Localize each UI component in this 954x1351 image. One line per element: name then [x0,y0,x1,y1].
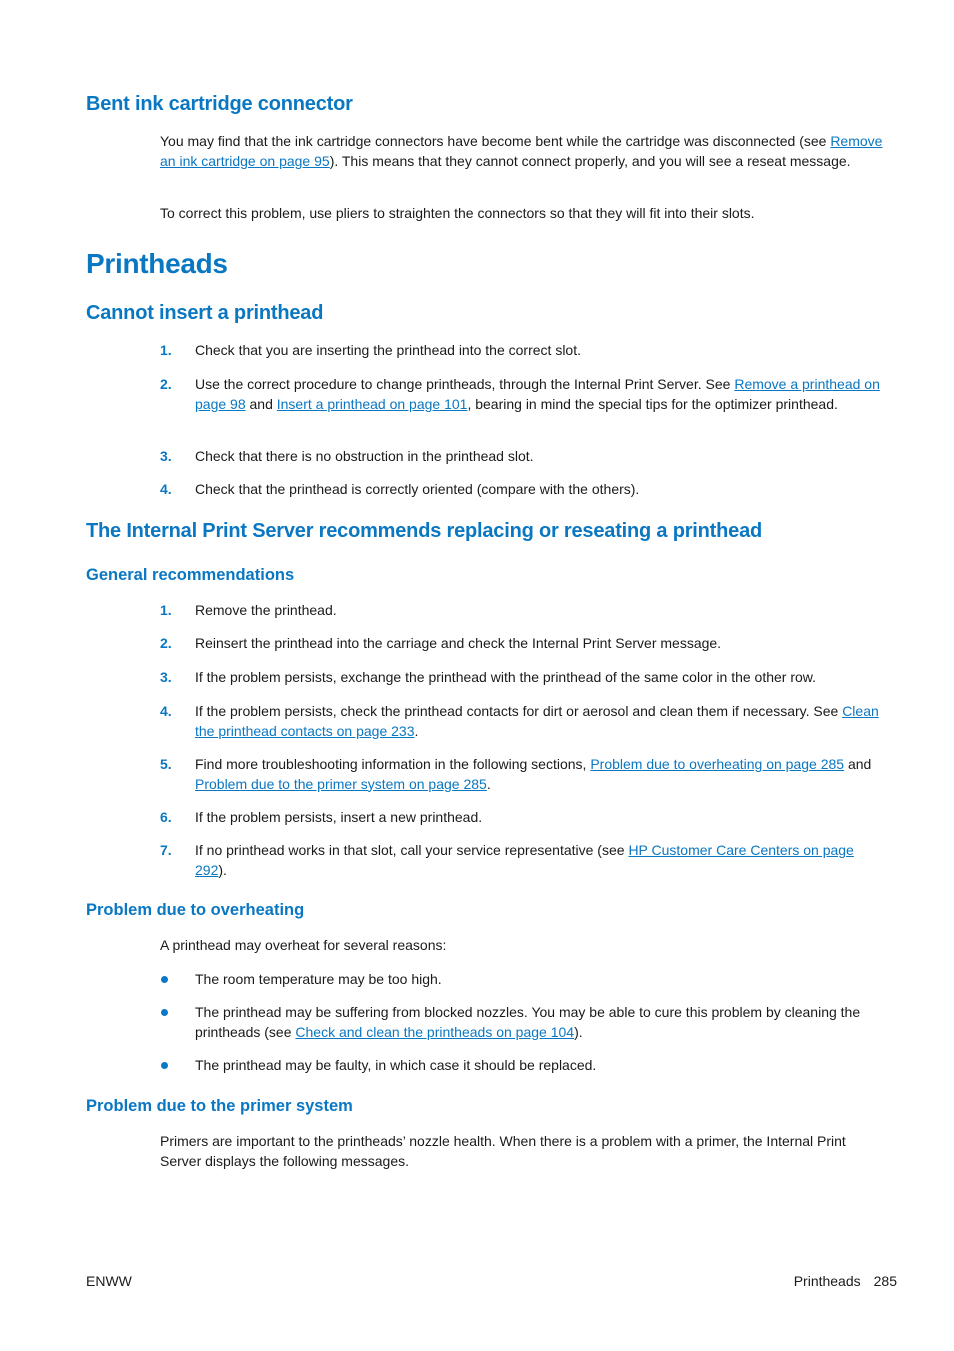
step-number: 2. [160,376,172,392]
section-heading-cannot-insert: Cannot insert a printhead [86,302,324,324]
page-number: 285 [873,1273,897,1289]
paragraph-overheating-intro: A printhead may overheat for several reasons: [160,937,447,953]
footer-section-name: Printheads [793,1273,861,1289]
paragraph-primer: Primers are important to the printheads’ nozzle health. When there is a problem with a primer, the Internal Print Server displays the following messages. [160,1133,846,1169]
link-check-clean-printheads[interactable]: Check and clean the printheads on page 104 [295,1023,575,1040]
step-text: Reinsert the printhead into the carriage and check the Internal Print Server message. [195,635,722,651]
text-run: The printhead may be suffering from blocked nozzles. You may be able to cure this problem by cleaning the printheads (see [195,1004,861,1040]
text-run: You may find that the ink cartridge connectors have become bent while the cartridge was disconnected (see [160,133,831,149]
step-text: Check that there is no obstruction in the printhead slot. [195,448,534,464]
text-run: ). [218,861,227,878]
text-run: ). [574,1023,583,1040]
text-run: If the problem persists, check the printhead contacts for dirt or aerosol and clean them if necessary. See [195,703,843,719]
paragraph-bent-intro [160,132,884,171]
step-number: 3. [160,669,172,685]
text-run: ). This means that they cannot connect properly, and you will see a reseat message. [329,152,851,169]
step-number: 6. [160,809,172,825]
footer-right [794,1273,897,1289]
text-run: If no printhead works in that slot, call your service representative (see [195,842,629,858]
step-number: 3. [160,448,172,464]
text-run: Find more troubleshooting information in the following sections, [195,756,591,772]
bullet-text [195,1003,885,1042]
step-text: Check that the printhead is correctly oriented (compare with the others). [195,481,640,497]
step-number: 2. [160,635,172,651]
bullet-text: The printhead may be faulty, in which case it should be replaced. [195,1057,597,1073]
text-run: , bearing in mind the special tips for the optimizer printhead. [467,395,838,412]
subsection-heading-general: General recommendations [86,566,295,584]
bullet-text: The room temperature may be too high. [195,971,442,987]
step-text [195,755,885,794]
subsection-heading-overheating: Problem due to overheating [86,901,305,919]
link-customer-care[interactable]: HP Customer Care Centers on page 292 [195,842,854,878]
bullet-dot [161,976,168,983]
text-run: . [414,722,419,739]
paragraph-bent-fix: To correct this problem, use pliers to straighten the connectors so that they will fit into their slots. [160,205,755,221]
link-primer-system[interactable]: Problem due to the primer system on page 285 [195,775,487,792]
link-remove-printhead[interactable]: Remove a printhead on page 98 [195,376,880,412]
step-text [195,702,885,741]
step-text: If the problem persists, insert a new printhead. [195,809,483,825]
step-number: 5. [160,756,172,772]
link-overheating[interactable]: Problem due to overheating on page 285 [590,756,845,772]
step-number: 4. [160,481,172,497]
section-heading-ips-recommends: The Internal Print Server recommends replacing or reseating a printhead [86,520,763,542]
text-run: Use the correct procedure to change printheads, through the Internal Print Server. See [195,376,735,392]
text-run: . [486,775,491,792]
text-run: and [844,756,872,772]
footer-left-label: ENWW [86,1273,132,1289]
step-number: 1. [160,342,172,358]
link-remove-ink-cartridge[interactable]: Remove an ink cartridge on page 95 [160,133,883,169]
step-text [195,841,885,880]
chapter-title-printheads: Printheads [86,248,228,279]
bullet-dot [161,1062,168,1069]
step-text: Check that you are inserting the printhead into the correct slot. [195,342,581,358]
text-run: and [245,395,277,412]
section-heading-bent-connector: Bent ink cartridge connector [86,93,353,115]
step-number: 4. [160,703,172,719]
bullet-dot [161,1009,168,1016]
step-number: 7. [160,842,172,858]
step-text: If the problem persists, exchange the printhead with the printhead of the same color in the other row. [195,669,817,685]
step-text [195,375,885,414]
step-text: Remove the printhead. [195,602,337,618]
step-number: 1. [160,602,172,618]
link-clean-contacts[interactable]: Clean the printhead contacts on page 233 [195,703,879,739]
link-insert-printhead[interactable]: Insert a printhead on page 101 [276,395,468,412]
subsection-heading-primer: Problem due to the primer system [86,1097,353,1115]
